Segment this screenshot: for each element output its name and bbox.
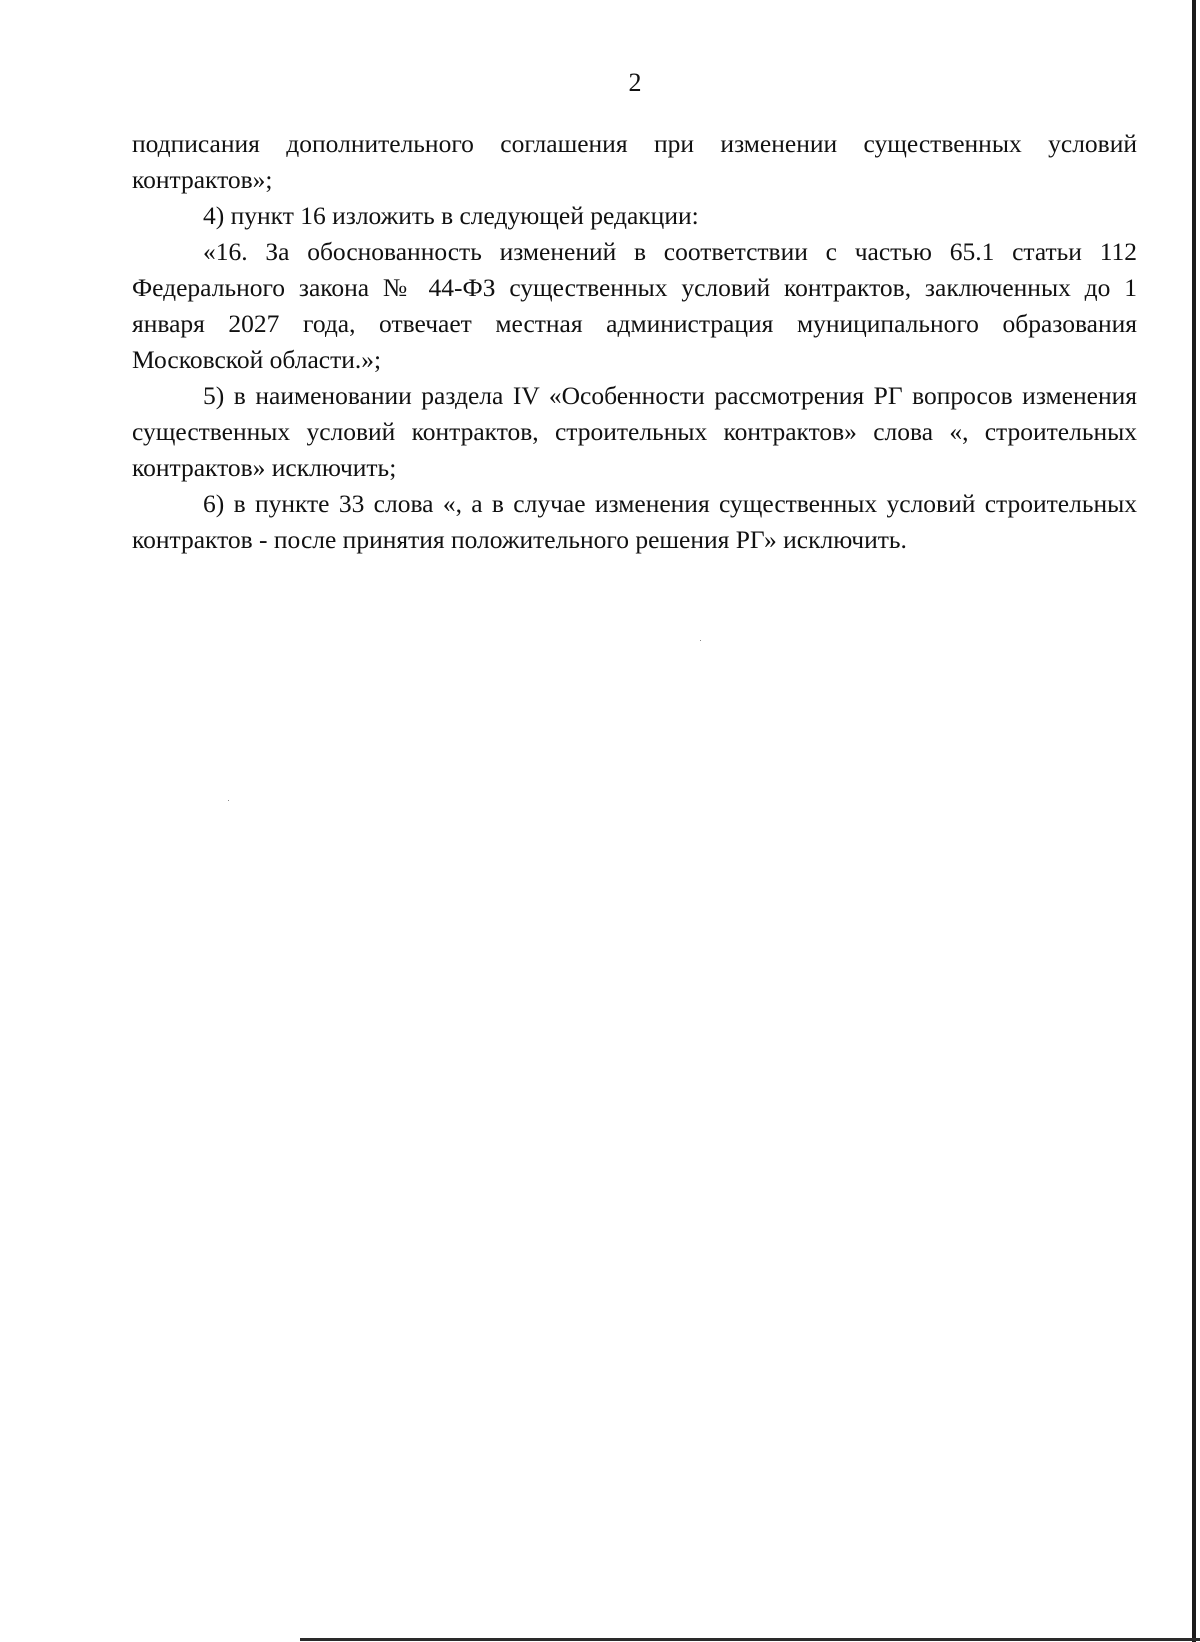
scan-speck: [228, 800, 229, 801]
scan-speck: [700, 640, 701, 641]
page-number: 2: [628, 68, 642, 97]
paragraph-item-4: 4) пункт 16 изложить в следующей редакции:: [203, 201, 699, 230]
paragraph-continuation: подписания дополнительного соглашения при изменении существенных условий контрактов»;: [132, 129, 1137, 194]
paragraph-clause-16: «16. За обоснованность изменений в соответствии с частью 65.1 статьи 112 Федерального закона № 44-ФЗ существенных условий контрактов, заключенных до 1 января 2027 года, отвечает местная администрация муниципального образования Московской области.»;: [132, 237, 1137, 374]
paragraph-item-6: 6) в пункте 33 слова «, а в случае изменения существенных условий строительных контрактов - после принятия положительного решения РГ» исключить.: [132, 489, 1137, 554]
scan-right-edge: [1192, 0, 1196, 1642]
paragraph-item-5: 5) в наименовании раздела IV «Особенности рассмотрения РГ вопросов изменения существенных условий контрактов, строительных контрактов» слова «, строительных контрактов» исключить;: [132, 381, 1137, 482]
document-body: [132, 126, 1137, 558]
scan-bottom-edge: [300, 1638, 1200, 1641]
